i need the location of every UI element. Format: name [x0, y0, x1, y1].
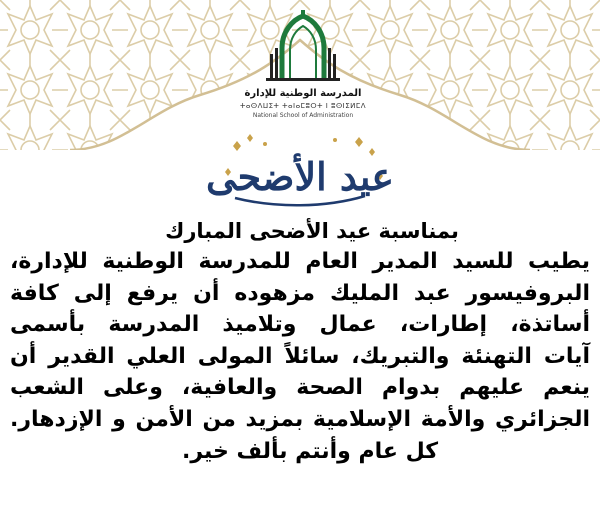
message-line-3: أساتذة، إطارات، عمال وتلاميذ المدرسة بأسمى — [10, 312, 590, 338]
message-line-6: الجزائري والأمة الإسلامية بمزيد من الأمن و الإزدهار. — [10, 406, 590, 432]
message-closing: كل عام وأنتم بألف خير. — [181, 438, 439, 464]
calligraphy-text: عيد الأضحى — [205, 154, 395, 199]
greeting-message — [10, 216, 590, 467]
message-line-2: البروفيسور عبد المليك مزهوده أن يرفع إلى كافة — [10, 280, 590, 306]
institution-name-tifinagh: ⵜⴰⵙⴷⵡⵉⵜ ⵜⴰⵏⴰⵎⵓⵔⵜ ⵏ ⵓⵙⵏⵉⵍⵎⴷ — [239, 102, 367, 110]
message-line-5: ينعم عليهم بدوام الصحة والعافية، وعلى الشعب — [10, 375, 590, 401]
logo-emblem-icon — [238, 8, 368, 88]
message-line-1: يطيب للسيد المدير العام للمدرسة الوطنية للإدارة، — [10, 249, 590, 274]
institution-logo — [238, 8, 368, 120]
institution-name-arabic: المدرسة الوطنية للإدارة — [244, 88, 362, 99]
eid-al-adha-calligraphy — [205, 132, 395, 212]
message-line-4: آيات التهنئة والتبريك، سائلاً المولى العلي القدير أن — [10, 343, 590, 369]
institution-name-english: National School of Administration — [252, 112, 354, 119]
message-title: بمناسبة عيد الأضحى المبارك — [165, 219, 459, 243]
